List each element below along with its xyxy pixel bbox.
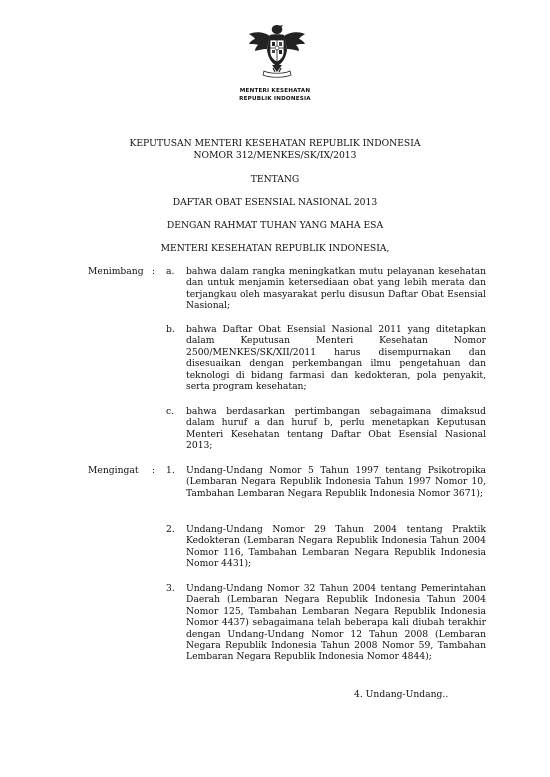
page-continuation: 4. Undang-Undang.. xyxy=(354,689,449,700)
emblem-caption-line2: REPUBLIK INDONESIA xyxy=(239,96,311,102)
authority-line: MENTERI KESEHATAN REPUBLIK INDONESIA, xyxy=(160,243,390,254)
menimbang-label: Menimbang xyxy=(88,266,144,277)
item-marker: 2. xyxy=(166,524,175,535)
mengingat-item-1 xyxy=(166,465,486,499)
item-marker: 3. xyxy=(166,583,175,594)
item-text: bahwa dalam rangka meningkatkan mutu pelayanan kesehatan dan untuk menjamin ketersediaan obat yang lebih merata dan terjangkau oleh masyarakat perlu disusun Daftar Obat Esensial Nasional; xyxy=(186,266,486,312)
decree-subject: DAFTAR OBAT ESENSIAL NASIONAL 2013 xyxy=(172,197,378,208)
tentang-heading: TENTANG xyxy=(250,174,300,185)
menimbang-item-a xyxy=(166,266,486,312)
item-marker: 1. xyxy=(166,465,175,476)
item-text: Undang-Undang Nomor 32 Tahun 2004 tentang Pemerintahan Daerah (Lembaran Negara Republik Indonesia Tahun 2004 Nomor 125, Tambahan Lembaran Negara Republik Indonesia Nomor 4437) sebagaimana telah beberapa kali diubah terakhir dengan Undang-Undang Nomor 12 Tahun 2008 (Lembaran Negara Republik Indonesia Tahun 2008 Nomor 59, Tambahan Lembaran Negara Republik Indonesia Nomor 4844); xyxy=(186,583,486,663)
item-text: Undang-Undang Nomor 5 Tahun 1997 tentang Psikotropika (Lembaran Negara Republik Indonesia Tahun 1997 Nomor 10, Tambahan Lembaran Negara Republik Indonesia Nomor 3671); xyxy=(186,465,486,499)
menimbang-colon: : xyxy=(152,266,156,277)
mengingat-label: Mengingat xyxy=(88,465,139,476)
item-marker: b. xyxy=(166,324,175,335)
mengingat-item-2 xyxy=(166,524,486,570)
item-marker: a. xyxy=(166,266,175,277)
blessing-line: DENGAN RAHMAT TUHAN YANG MAHA ESA xyxy=(166,220,384,231)
item-text: bahwa Daftar Obat Esensial Nasional 2011 yang ditetapkan dalam Keputusan Menteri Kesehatan Nomor 2500/MENKES/SK/XII/2011 harus disempurnakan dan disesuaikan dengan perkembangan ilmu pengetahuan dan teknologi di bidang farmasi dan kedokteran, pola penyakit, serta program kesehatan; xyxy=(186,324,486,393)
decree-title-line1: KEPUTUSAN MENTERI KESEHATAN REPUBLIK INDONESIA xyxy=(129,138,421,149)
mengingat-colon: : xyxy=(152,465,156,476)
item-text: bahwa berdasarkan pertimbangan sebagaimana dimaksud dalam huruf a dan huruf b, perlu menetapkan Keputusan Menteri Kesehatan tentang Daftar Obat Esensial Nasional 2013; xyxy=(186,406,486,452)
emblem-caption-line1: MENTERI KESEHATAN xyxy=(239,88,311,94)
garuda-emblem-icon xyxy=(246,22,308,84)
decree-number: NOMOR 312/MENKES/SK/IX/2013 xyxy=(193,150,357,161)
mengingat-item-3 xyxy=(166,583,486,663)
item-marker: c. xyxy=(166,406,175,417)
item-text: Undang-Undang Nomor 29 Tahun 2004 tentang Praktik Kedokteran (Lembaran Negara Republik Indonesia Tahun 2004 Nomor 116, Tambahan Lembaran Negara Republik Indonesia Nomor 4431); xyxy=(186,524,486,570)
menimbang-item-c xyxy=(166,406,486,452)
menimbang-item-b xyxy=(166,324,486,392)
